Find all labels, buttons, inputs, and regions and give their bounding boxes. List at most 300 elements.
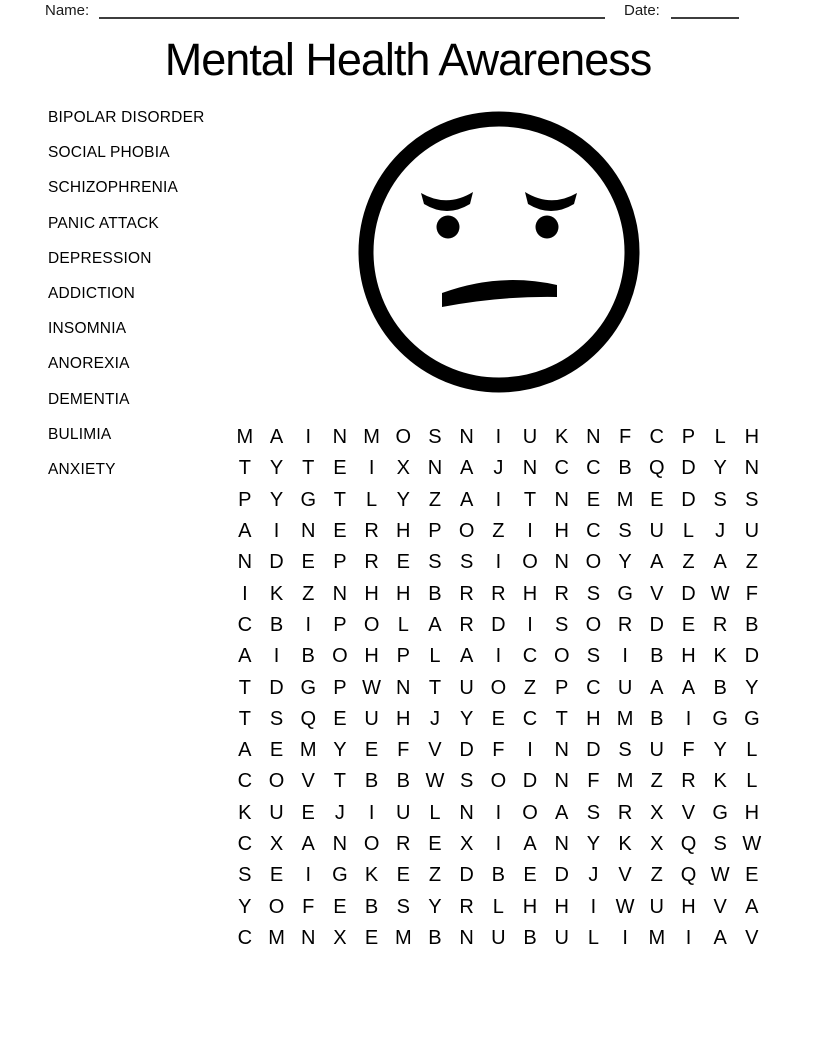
grid-cell-r13c13: R [617,801,633,824]
grid-cell-r7c1: C [237,613,253,636]
grid-cell-r8c4: O [332,645,348,668]
grid-cell-r11c4: Y [333,739,347,762]
grid-cell-r17c4: X [333,926,347,949]
grid-cell-r7c14: D [649,613,664,636]
grid-cell-r10c17: G [744,707,760,730]
grid-cell-r8c16: K [713,645,727,668]
grid-cell-r2c13: B [618,457,632,480]
grid-cell-r9c3: G [300,676,316,699]
grid-cell-r14c17: W [742,833,762,855]
grid-cell-r16c6: S [396,895,410,918]
grid-cell-r16c13: W [615,895,635,918]
grid-cell-r10c8: Y [459,707,474,730]
grid-cell-r10c14: B [650,707,664,730]
grid-cell-r5c2: D [269,551,284,574]
grid-cell-r4c15: L [682,520,695,543]
grid-cell-r8c3: B [301,645,315,668]
grid-cell-r5c11: N [554,551,569,574]
grid-cell-r11c1: A [238,739,252,762]
right-eye [536,216,559,239]
grid-cell-r15c14: Z [650,864,663,887]
grid-cell-r6c15: D [681,582,696,605]
grid-cell-r9c11: P [555,676,569,699]
grid-cell-r3c11: N [554,488,569,511]
grid-cell-r14c7: E [428,833,442,855]
grid-cell-r3c4: T [333,488,347,511]
grid-cell-r15c17: E [745,864,759,887]
grid-cell-r14c14: X [650,833,664,855]
grid-cell-r7c7: A [428,613,442,636]
grid-cell-r14c9: I [495,833,502,855]
grid-cell-r15c13: V [618,864,632,887]
word-list-item: DEPRESSION [48,249,152,267]
grid-cell-r11c11: N [554,739,569,762]
grid-cell-r17c16: A [713,926,727,949]
grid-cell-r5c15: Z [682,551,695,574]
grid-cell-r4c1: A [238,520,252,543]
grid-cell-r8c1: A [238,645,252,668]
word-list-item: BULIMIA [48,425,112,443]
grid-cell-r1c14: C [649,426,664,449]
grid-cell-r12c13: M [616,770,634,793]
grid-cell-r14c3: A [301,833,315,855]
grid-cell-r17c12: L [587,926,599,949]
grid-cell-r9c1: T [238,676,251,699]
grid-cell-r11c14: U [649,739,664,762]
grid-cell-r17c8: N [459,926,474,949]
grid-cell-r12c1: C [237,770,253,793]
grid-cell-r3c10: T [523,488,537,511]
grid-cell-r1c17: H [744,426,760,449]
grid-cell-r4c3: N [300,520,316,543]
grid-cell-r6c5: H [364,582,379,605]
grid-cell-r10c15: I [685,707,692,730]
grid-cell-r4c17: U [744,520,760,543]
grid-cell-r1c5: M [363,426,380,449]
grid-cell-r16c3: F [302,895,315,918]
grid-cell-r14c13: K [618,833,632,855]
grid-cell-r5c7: S [428,551,442,574]
grid-cell-r7c16: R [712,613,728,636]
grid-cell-r10c4: E [333,707,347,730]
grid-cell-r13c8: N [459,801,474,824]
grid-cell-r2c3: T [302,457,315,480]
grid-cell-r17c13: I [622,926,628,949]
grid-cell-r5c13: Y [618,551,632,574]
grid-cell-r6c7: B [428,582,442,605]
grid-cell-r13c1: K [238,801,252,824]
grid-cell-r1c2: A [269,426,284,449]
grid-cell-r6c1: I [242,582,248,605]
grid-cell-r3c12: E [586,488,601,511]
grid-cell-r10c2: S [269,707,284,730]
left-eye [437,216,460,239]
grid-cell-r13c14: X [650,801,664,824]
grid-cell-r9c16: B [713,676,727,699]
grid-cell-r1c3: I [305,426,311,449]
grid-cell-r10c5: U [364,707,379,730]
grid-cell-r6c9: R [491,582,506,605]
grid-cell-r8c11: O [553,645,570,668]
grid-cell-r13c17: H [744,801,760,824]
grid-cell-r7c5: O [363,613,380,636]
grid-cell-r5c4: P [333,551,347,574]
grid-cell-r5c5: R [364,551,379,574]
page-title: Mental Health Awareness [164,34,652,85]
word-list-item: SOCIAL PHOBIA [48,144,170,162]
grid-cell-r3c2: Y [269,488,284,511]
name-label: Name: [45,2,90,19]
grid-cell-r11c10: I [527,739,533,762]
grid-cell-r10c6: H [396,707,411,730]
word-list-item: SCHIZOPHRENIA [48,179,179,197]
grid-cell-r5c16: A [713,551,727,574]
grid-cell-r7c11: S [555,613,569,636]
grid-cell-r1c13: F [618,426,632,449]
grid-cell-r4c4: E [333,520,347,543]
grid-cell-r11c9: F [492,739,505,762]
grid-cell-r7c4: P [333,613,347,636]
grid-cell-r2c8: A [459,457,474,480]
grid-cell-r14c4: N [332,833,348,855]
grid-cell-r4c12: C [586,520,601,543]
grid-cell-r9c8: U [459,676,474,699]
grid-cell-r3c9: I [495,488,502,511]
grid-cell-r6c8: R [459,582,474,605]
grid-cell-r11c2: E [269,739,284,762]
grid-cell-r10c16: G [712,707,728,730]
grid-cell-r2c5: I [368,457,375,480]
grid-cell-r16c5: B [364,895,379,918]
grid-cell-r13c10: O [522,801,538,824]
grid-cell-r2c9: J [493,457,504,480]
grid-cell-r16c10: H [522,895,538,918]
word-list-item: DEMENTIA [48,390,130,408]
grid-cell-r7c12: O [585,613,602,636]
grid-cell-r16c17: A [745,895,759,918]
grid-cell-r9c7: T [428,676,442,699]
grid-cell-r7c8: R [459,613,474,636]
grid-cell-r12c17: L [746,770,758,793]
grid-cell-r2c11: C [554,457,569,480]
word-list-item: PANIC ATTACK [48,214,159,232]
grid-cell-r1c12: N [586,426,601,449]
grid-cell-r16c1: Y [238,895,252,918]
grid-cell-r2c14: Q [649,457,665,480]
grid-cell-r1c16: L [714,426,726,449]
grid-cell-r6c14: V [650,582,664,605]
grid-cell-r17c6: M [394,926,412,949]
grid-cell-r15c3: I [305,864,311,887]
grid-cell-r11c3: M [299,739,317,762]
grid-cell-r4c13: S [618,520,632,543]
grid-cell-r9c4: P [333,676,347,699]
grid-cell-r17c14: M [648,926,666,949]
grid-cell-r16c12: I [590,895,597,918]
grid-cell-r11c13: S [618,739,632,762]
grid-cell-r6c10: H [522,582,538,605]
grid-cell-r14c6: R [396,833,411,855]
grid-cell-r11c16: Y [713,739,727,762]
grid-cell-r4c10: I [527,520,533,543]
grid-cell-r11c8: D [459,739,474,762]
grid-cell-r12c14: Z [650,770,663,793]
word-list [48,100,205,487]
grid-cell-r1c15: P [681,426,696,449]
grid-cell-r1c6: O [395,426,412,449]
grid-cell-r1c9: I [495,426,502,449]
grid-cell-r5c12: O [585,551,602,574]
grid-cell-r13c9: I [495,801,502,824]
grid-cell-r8c10: C [522,645,538,668]
grid-cell-r12c11: N [554,770,569,793]
grid-cell-r1c10: U [522,426,538,449]
grid-cell-r4c5: R [364,520,379,543]
grid-cell-r14c1: C [237,833,253,855]
grid-cell-r7c3: I [305,613,311,636]
grid-cell-r8c9: I [495,645,502,668]
grid-cell-r13c15: V [681,801,696,824]
grid-cell-r12c16: K [713,770,727,793]
grid-cell-r9c6: N [396,676,411,699]
grid-cell-r11c17: L [746,739,758,762]
grid-cell-r15c9: B [491,864,506,887]
grid-cell-r4c16: J [715,520,726,543]
grid-cell-r7c15: E [681,613,696,636]
grid-cell-r2c2: Y [269,457,284,480]
grid-cell-r12c12: F [587,770,600,793]
grid-cell-r11c15: F [682,739,695,762]
grid-cell-r12c9: O [490,770,507,793]
grid-cell-r6c3: Z [302,582,315,605]
grid-cell-r8c2: I [273,645,280,668]
grid-cell-r7c6: L [397,613,409,636]
grid-cell-r8c5: H [364,645,379,668]
grid-cell-r9c12: C [586,676,601,699]
grid-cell-r12c8: S [459,770,474,793]
grid-cell-r13c11: A [555,801,569,824]
grid-cell-r15c6: E [396,864,410,887]
grid-cell-r4c8: O [458,520,475,543]
grid-cell-r5c10: O [522,551,538,574]
grid-cell-r4c9: Z [492,520,505,543]
grid-cell-r14c5: O [363,833,380,855]
grid-cell-r3c15: D [681,488,696,511]
grid-cell-r2c4: E [333,457,347,480]
grid-cell-r16c16: V [713,895,727,918]
sad-face-icon [351,104,647,400]
grid-cell-r14c12: Y [586,833,601,855]
grid-cell-r4c11: H [554,520,569,543]
grid-cell-r1c11: K [555,426,569,449]
grid-cell-r17c9: U [491,926,506,949]
grid-cell-r16c14: U [649,895,664,918]
grid-cell-r15c10: E [523,864,537,887]
grid-cell-r9c9: O [490,676,507,699]
grid-cell-r3c14: E [650,488,664,511]
grid-cell-r14c2: X [269,833,284,855]
grid-cell-r15c5: K [364,864,379,887]
grid-cell-r6c16: W [710,582,730,605]
grid-cell-r6c12: S [586,582,601,605]
grid-cell-r17c5: E [364,926,379,949]
grid-cell-r13c5: I [368,801,375,824]
grid-cell-r1c8: N [459,426,474,449]
grid-cell-r7c13: R [617,613,633,636]
grid-cell-r3c7: Z [428,488,442,511]
grid-cell-r17c10: B [523,926,537,949]
grid-cell-r10c1: T [238,707,251,730]
grid-cell-r5c14: A [650,551,664,574]
grid-cell-r9c15: A [681,676,696,699]
grid-cell-r15c1: S [238,864,252,887]
grid-cell-r12c6: B [396,770,410,793]
grid-cell-r2c6: X [396,457,410,480]
grid-cell-r5c17: Z [745,551,758,574]
grid-cell-r2c16: Y [713,457,727,480]
grid-cell-r15c15: Q [680,864,697,887]
grid-cell-r4c2: I [273,520,280,543]
date-blank-line [671,17,739,19]
grid-cell-r3c8: A [459,488,474,511]
grid-cell-r5c1: N [237,551,253,574]
grid-cell-r14c15: Q [680,833,697,855]
grid-cell-r12c2: O [268,770,285,793]
grid-cell-r10c11: T [555,707,568,730]
grid-cell-r6c4: N [332,582,348,605]
grid-cell-r12c5: B [364,770,379,793]
word-list-item: ANXIETY [48,461,116,479]
grid-cell-r12c3: V [301,770,315,793]
grid-cell-r8c14: B [650,645,664,668]
grid-cell-r15c12: J [588,864,599,887]
grid-cell-r15c4: G [332,864,348,887]
word-list-item: ADDICTION [48,285,136,303]
word-list-item: BIPOLAR DISORDER [48,109,205,126]
grid-cell-r3c13: M [616,488,634,511]
grid-cell-r10c7: J [429,707,440,730]
grid-cell-r16c11: H [554,895,569,918]
grid-cell-r15c7: Z [428,864,442,887]
grid-cell-r12c4: T [333,770,347,793]
grid-cell-r9c17: Y [745,676,759,699]
grid-cell-r8c8: A [459,645,474,668]
grid-cell-r8c12: S [586,645,601,668]
grid-cell-r12c7: W [425,770,445,793]
grid-cell-r15c16: W [710,864,730,887]
grid-cell-r7c9: D [491,613,506,636]
grid-cell-r2c10: N [522,457,538,480]
grid-cell-r11c12: D [586,739,601,762]
grid-cell-r17c7: B [428,926,442,949]
word-list-item: INSOMNIA [48,320,127,338]
grid-cell-r6c6: H [396,582,411,605]
grid-cell-r5c9: I [495,551,502,574]
grid-cell-r8c13: I [622,645,628,668]
grid-cell-r3c17: S [745,488,759,511]
grid-cell-r8c6: P [396,645,410,668]
grid-cell-r6c11: R [554,582,569,605]
grid-cell-r8c7: L [429,645,441,668]
name-blank-line [99,17,605,19]
grid-cell-r7c10: I [527,613,533,636]
grid-cell-r13c16: G [712,801,728,824]
grid-cell-r16c8: R [459,895,474,918]
grid-cell-r17c1: C [237,926,253,949]
grid-cell-r6c13: G [617,582,633,605]
grid-cell-r17c3: N [300,926,316,949]
grid-cell-r9c10: Z [523,676,537,699]
grid-cell-r3c16: S [713,488,727,511]
grid-cell-r2c1: T [238,457,251,480]
grid-cell-r16c7: Y [428,895,442,918]
date-label: Date: [624,2,660,19]
word-list-item: ANOREXIA [48,355,130,373]
grid-cell-r3c3: G [300,488,316,511]
grid-cell-r10c9: E [491,707,506,730]
grid-cell-r16c2: O [268,895,285,918]
grid-cell-r15c2: E [269,864,284,887]
grid-cell-r4c14: U [649,520,664,543]
grid-cell-r11c7: V [428,739,442,762]
grid-cell-r11c6: F [397,739,410,762]
grid-cell-r9c14: A [650,676,664,699]
grid-cell-r5c6: E [396,551,410,574]
grid-cell-r17c17: V [745,926,759,949]
grid-cell-r13c6: U [396,801,411,824]
grid-cell-r10c12: H [586,707,601,730]
grid-cell-r17c11: U [554,926,569,949]
grid-cell-r10c13: M [616,707,634,730]
grid-cell-r12c15: R [681,770,696,793]
grid-cell-r13c2: U [269,801,284,824]
grid-cell-r16c9: L [492,895,504,918]
grid-cell-r2c7: N [427,457,443,480]
grid-cell-r16c4: E [333,895,347,918]
grid-cell-r14c16: S [713,833,727,855]
grid-cell-r14c10: A [523,833,537,855]
grid-cell-r12c10: D [522,770,538,793]
grid-cell-r16c15: H [681,895,696,918]
grid-cell-r13c3: E [301,801,315,824]
grid-cell-r3c1: P [238,488,252,511]
grid-cell-r1c4: N [332,426,348,449]
grid-cell-r10c10: C [522,707,538,730]
grid-cell-r9c2: D [269,676,284,699]
grid-cell-r11c5: E [364,739,379,762]
grid-cell-r15c11: D [554,864,569,887]
grid-cell-r2c12: C [586,457,601,480]
grid-cell-r6c2: K [269,582,284,605]
grid-cell-r15c8: D [459,864,474,887]
grid-cell-r13c12: S [586,801,601,824]
grid-cell-r1c1: M [236,426,254,449]
grid-cell-r4c6: H [396,520,411,543]
grid-cell-r4c7: P [428,520,442,543]
grid-cell-r14c11: N [554,833,569,855]
grid-cell-r14c8: X [459,833,474,855]
grid-cell-r10c3: Q [300,707,316,730]
grid-cell-r17c2: M [268,926,285,949]
grid-cell-r6c17: F [745,582,758,605]
grid-cell-r13c4: J [334,801,345,824]
grid-cell-r5c8: S [459,551,474,574]
word-search-grid [229,422,768,954]
grid-cell-r3c5: L [366,488,378,511]
grid-cell-r3c6: Y [396,488,410,511]
grid-cell-r9c5: W [362,676,382,699]
grid-cell-r7c2: B [269,613,284,636]
